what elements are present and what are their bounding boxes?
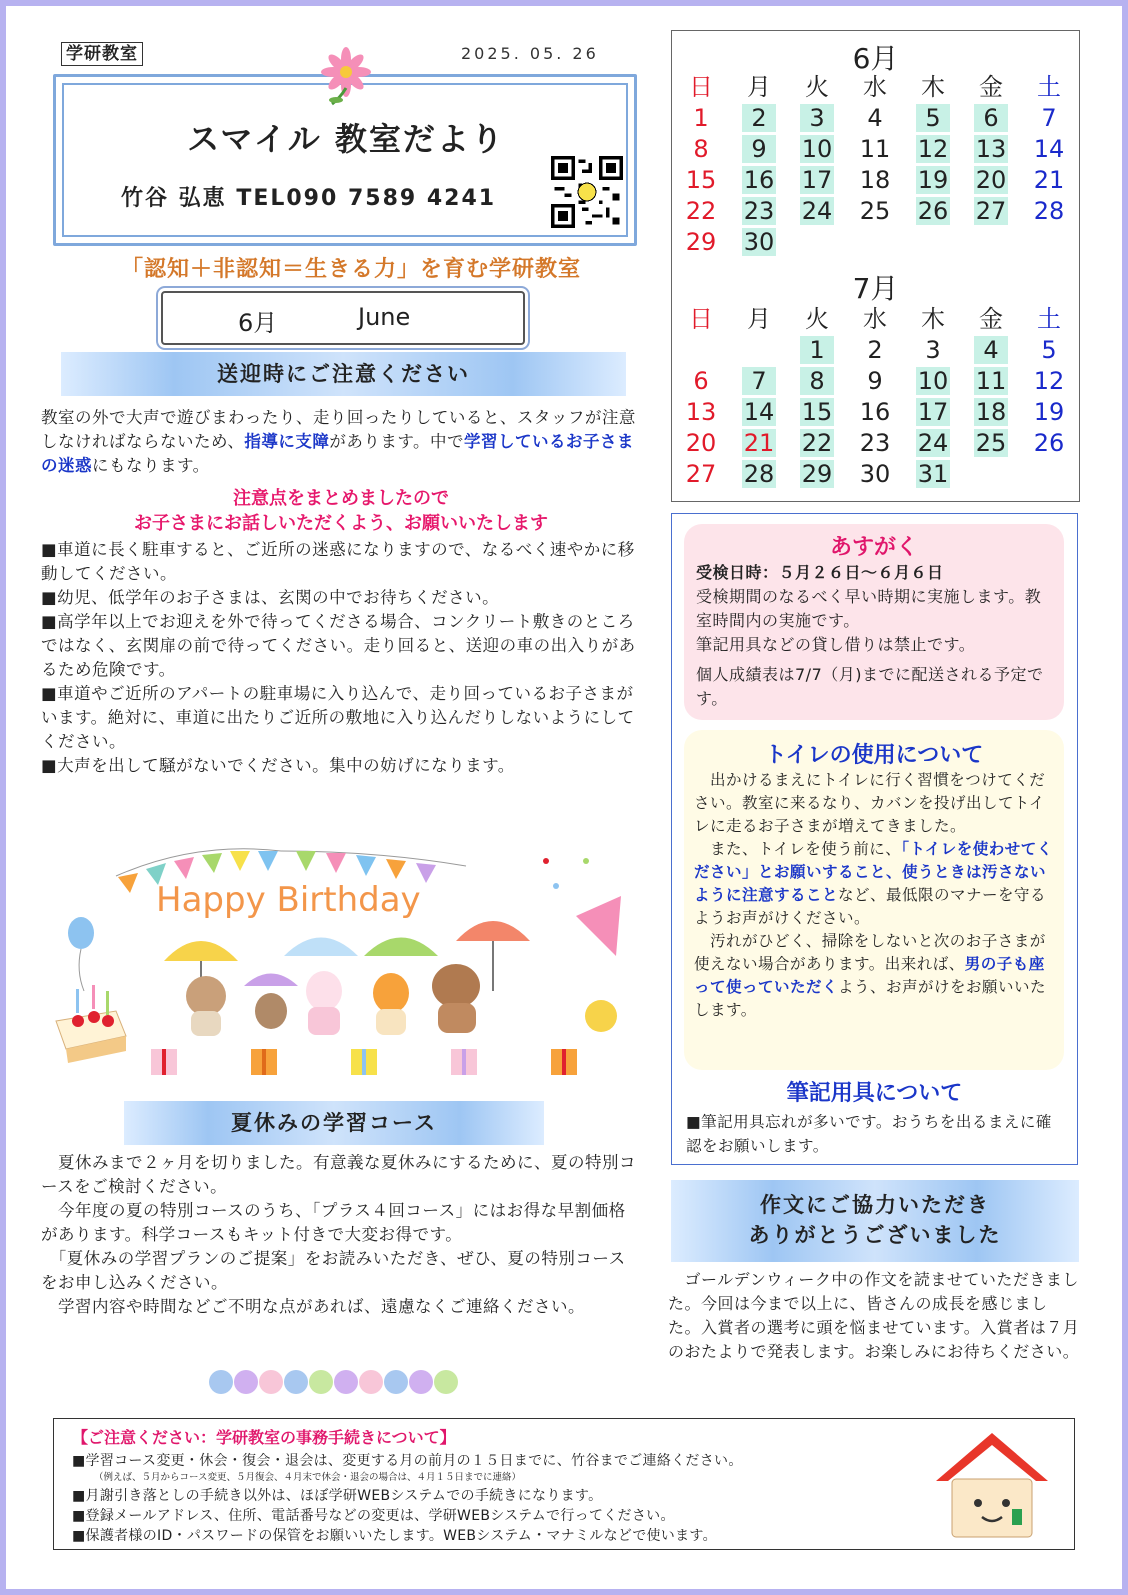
asugaku-heading: あすがく (829, 535, 918, 560)
calendar-day: 20 (685, 429, 717, 457)
calendar-day: 25 (975, 429, 1007, 457)
pickup-bullets (41, 538, 641, 778)
calendar-day: 22 (801, 429, 833, 457)
calendar-panel (671, 30, 1080, 502)
calendar-day: 7 (742, 367, 776, 395)
calendar-day: 10 (917, 367, 949, 395)
calendar-day: 2 (742, 104, 776, 132)
weekday-label: 土 (1037, 73, 1061, 101)
calendar-day: 11 (975, 367, 1007, 395)
calendar-day: 8 (800, 367, 834, 395)
calendar-day: 3 (925, 336, 941, 364)
pickup-bullet: ■高学年以上でお迎えを外で待ってくださる場合、コンクリート敷きのところではなく、玄関扉の前で待ってください。走り回ると、送迎の車の出入りがあるため危険です。 (41, 612, 636, 679)
asugaku-box (684, 524, 1064, 720)
calendar-day: 5 (1041, 336, 1057, 364)
pickup-bullet: ■幼児、低学年のお子さまは、玄関の中でお待ちください。 (41, 588, 500, 607)
notice-line: ■登録メールアドレス、住所、電話番号などの変更は、学研WEBシステムで行ってください。 (72, 1508, 675, 1524)
calendar-week (684, 367, 1064, 398)
asugaku-line: 受検期間のなるべく早い時期に実施します。教室時間内の実施です。 (696, 587, 1042, 630)
birthday-text: Happy Birthday (156, 880, 421, 920)
notice-subline: （例えば、５月からコース変更、５月復会、４月末で休会・退会の場合は、４月１５日までに連絡） (94, 1472, 522, 1483)
july-title: 7月 (852, 272, 899, 305)
month-en: June (358, 303, 411, 331)
calendar-day: 11 (859, 135, 891, 163)
calendar-day: 23 (859, 429, 891, 457)
calendar-week (684, 166, 1064, 197)
calendar-day: 29 (685, 228, 717, 256)
calendar-day: 6 (693, 367, 709, 395)
procedure-notice (53, 1418, 1075, 1550)
asugaku-date: 受検日時：５月２６日～６月６日 (696, 563, 944, 582)
calendar-day: 8 (693, 135, 709, 163)
calendar-day: 18 (975, 398, 1007, 426)
weekday-label: 火 (805, 73, 829, 101)
birthday-illustration (46, 821, 646, 1086)
calendar-day: 4 (867, 104, 883, 132)
calendar-week (684, 398, 1064, 429)
calendar-day: 18 (859, 166, 891, 194)
calendar-day: 2 (867, 336, 883, 364)
cake-icon (56, 985, 126, 1063)
calendar-day: 16 (743, 166, 775, 194)
weekday-label: 金 (979, 73, 1003, 101)
weekday-label: 木 (921, 73, 945, 101)
weekday-label: 火 (805, 305, 829, 333)
calendar-day: 30 (743, 228, 775, 256)
calendar-day: 24 (801, 197, 833, 225)
calendar-day: 21 (743, 429, 775, 457)
essay-text: ゴールデンウィーク中の作文を読ませていただきました。今回は今まで以上に、皆さんの成長を感じました。入賞者の選考に頭を悩ませています。入賞者は７月のおたよりで発表します。お楽しみにお待ちください。 (668, 1270, 1080, 1361)
asugaku-line: 個人成績表は7/7（月)までに配送される予定です。 (696, 665, 1044, 708)
toilet-box: トイレの使用について 出かけるまえにトイレに行く習慣をつけてください。教室に来るなり、カバンを投げ出してトイレに走るお子さまが増えてきました。 また、トイレを使う前に、「トイレを使わせてください」とお願いすること、使うときは汚さないように注意することなど、最低限のマナーを守るようお声がけください。 汚れがひどく、掃除をしないと次のお子さまが使えない場合があります。出来れば、男の子も座って使っていただくよう、お声がけをお願いいたします。 (684, 730, 1064, 1070)
calendar-week (684, 135, 1064, 166)
weekday-label: 日 (689, 305, 713, 333)
calendar-day: 9 (742, 135, 776, 163)
pickup-bullet: ■車道やご近所のアパートの駐車場に入り込んで、走り回っているお子さまがいます。絶対に、車道に出たりご近所の敷地に入り込んだりしないようにしてください。 (41, 684, 635, 751)
calendar-week (684, 336, 1064, 367)
calendar-day: 27 (975, 197, 1007, 225)
calendar-day: 22 (685, 197, 717, 225)
calendar-day: 19 (917, 166, 949, 194)
calendar-week (684, 104, 1064, 135)
calendar-day: 28 (1033, 197, 1065, 225)
toilet-heading: トイレの使用について (764, 743, 984, 768)
calendar-day: 21 (1033, 166, 1065, 194)
tagline: 「認知＋非認知＝生きる力」を育む学研教室 (120, 257, 581, 282)
calendar-day: 12 (1033, 367, 1065, 395)
notice-line: ■保護者様のID・パスワードの保管をお願いいたします。WEBシステム・マナミルなどで使います。 (72, 1528, 717, 1544)
flower-icon (306, 46, 386, 111)
calendar-week (684, 429, 1064, 460)
calendar-day: 13 (685, 398, 717, 426)
calendar-day: 19 (1033, 398, 1065, 426)
pickup-intro: 教室の外で大声で遊びまわったり、走り回ったりしていると、スタッフが注意しなければならないため、指導に支障があります。中で学習しているお子さまの迷惑にもなります。 (41, 408, 636, 475)
calendar-day: 24 (917, 429, 949, 457)
calendar-day: 26 (917, 197, 949, 225)
month-jp: 6月 (238, 309, 278, 337)
asugaku-line: 筆記用具などの貸し借りは禁止です。 (696, 635, 976, 654)
calendar-week (684, 228, 1064, 259)
pickup-bullet: ■車道に長く駐車すると、ご近所の迷惑になりますので、なるべく速やかに移動してください。 (41, 540, 635, 583)
info-panel (671, 513, 1078, 1165)
hydrangea-decoration (206, 1366, 466, 1398)
weekday-label: 水 (863, 305, 887, 333)
calendar-day: 1 (800, 336, 834, 364)
calendar-day: 29 (801, 460, 833, 488)
calendar-day: 12 (917, 135, 949, 163)
summer-body: 夏休みまで２ヶ月を切りました。有意義な夏休みにするために、夏の特別コースをご検討ください。 今年度の夏の特別コースのうち、「プラス４回コース」にはお得な早割価格があります。科学コースもキット付きで大変お得です。 「夏休みの学習プランのご提案」をお読みいただき、ぜひ、夏の特別コースをお申し込みください。 学習内容や時間などご不明な点があれば、遠慮なくご連絡ください。 (41, 1153, 636, 1316)
pickup-callout: 注意点をまとめましたので お子さまにお話しいただくよう、お願いいたします (134, 488, 548, 534)
calendar-week (684, 197, 1064, 228)
calendar-day: 14 (743, 398, 775, 426)
weekday-header (684, 305, 1064, 336)
calendar-day: 14 (1033, 135, 1065, 163)
calendar-day: 5 (916, 104, 950, 132)
teacher-contact: 竹谷 弘恵 TEL090 7589 4241 (121, 186, 497, 211)
calendar-day: 13 (975, 135, 1007, 163)
calendar-day: 17 (917, 398, 949, 426)
calendar-day: 27 (685, 460, 717, 488)
month-banner (161, 291, 525, 345)
house-icon (932, 1429, 1052, 1541)
weekday-label: 土 (1037, 305, 1061, 333)
calendar-day: 9 (867, 367, 883, 395)
june-calendar (684, 73, 1064, 259)
pickup-bullet: ■大声を出して騒がないでください。集中の妨げになります。 (41, 756, 515, 775)
calendar-day: 25 (859, 197, 891, 225)
weekday-label: 木 (921, 305, 945, 333)
brand-label: 学研教室 (61, 42, 143, 66)
calendar-day: 6 (974, 104, 1008, 132)
qr-code-icon[interactable] (551, 156, 623, 228)
stationery-text: ■筆記用具忘れが多いです。おうちを出るまえに確認をお願いします。 (686, 1113, 1052, 1155)
notice-heading: 【ご注意ください：学研教室の事務手続きについて】 (72, 1428, 456, 1447)
issue-date: 2025. 05. 26 (461, 44, 599, 63)
calendar-day: 31 (917, 460, 949, 488)
calendar-day: 28 (743, 460, 775, 488)
summer-heading: 夏休みの学習コース (124, 1101, 544, 1145)
weekday-label: 月 (747, 305, 771, 333)
calendar-day: 30 (859, 460, 891, 488)
notice-line: ■月謝引き落としの手続き以外は、ほぼ学研WEBシステムでの手続きになります。 (72, 1488, 603, 1504)
july-calendar (684, 305, 1064, 491)
calendar-day: 15 (801, 398, 833, 426)
weekday-header (684, 73, 1064, 104)
calendar-day: 26 (1033, 429, 1065, 457)
notice-line: ■学習コース変更・休会・復会・退会は、変更する月の前月の１５日までに、竹谷までご連絡ください。 (72, 1453, 743, 1469)
newsletter-title: スマイル 教室だより (187, 120, 505, 158)
essay-heading: 作文にご協力いただき ありがとうございました (671, 1180, 1079, 1262)
calendar-day: 7 (1041, 104, 1057, 132)
calendar-day: 20 (975, 166, 1007, 194)
calendar-day: 23 (743, 197, 775, 225)
calendar-week (684, 460, 1064, 491)
weekday-label: 金 (979, 305, 1003, 333)
calendar-day: 17 (801, 166, 833, 194)
stationery-heading: 筆記用具について (786, 1081, 963, 1106)
weekday-label: 水 (863, 73, 887, 101)
calendar-day: 1 (693, 104, 709, 132)
weekday-label: 月 (747, 73, 771, 101)
calendar-day: 3 (800, 104, 834, 132)
calendar-day: 16 (859, 398, 891, 426)
calendar-day: 4 (974, 336, 1008, 364)
pickup-heading: 送迎時にご注意ください (61, 352, 626, 396)
calendar-day: 15 (685, 166, 717, 194)
calendar-day: 10 (801, 135, 833, 163)
june-title: 6月 (852, 42, 899, 75)
weekday-label: 日 (689, 73, 713, 101)
